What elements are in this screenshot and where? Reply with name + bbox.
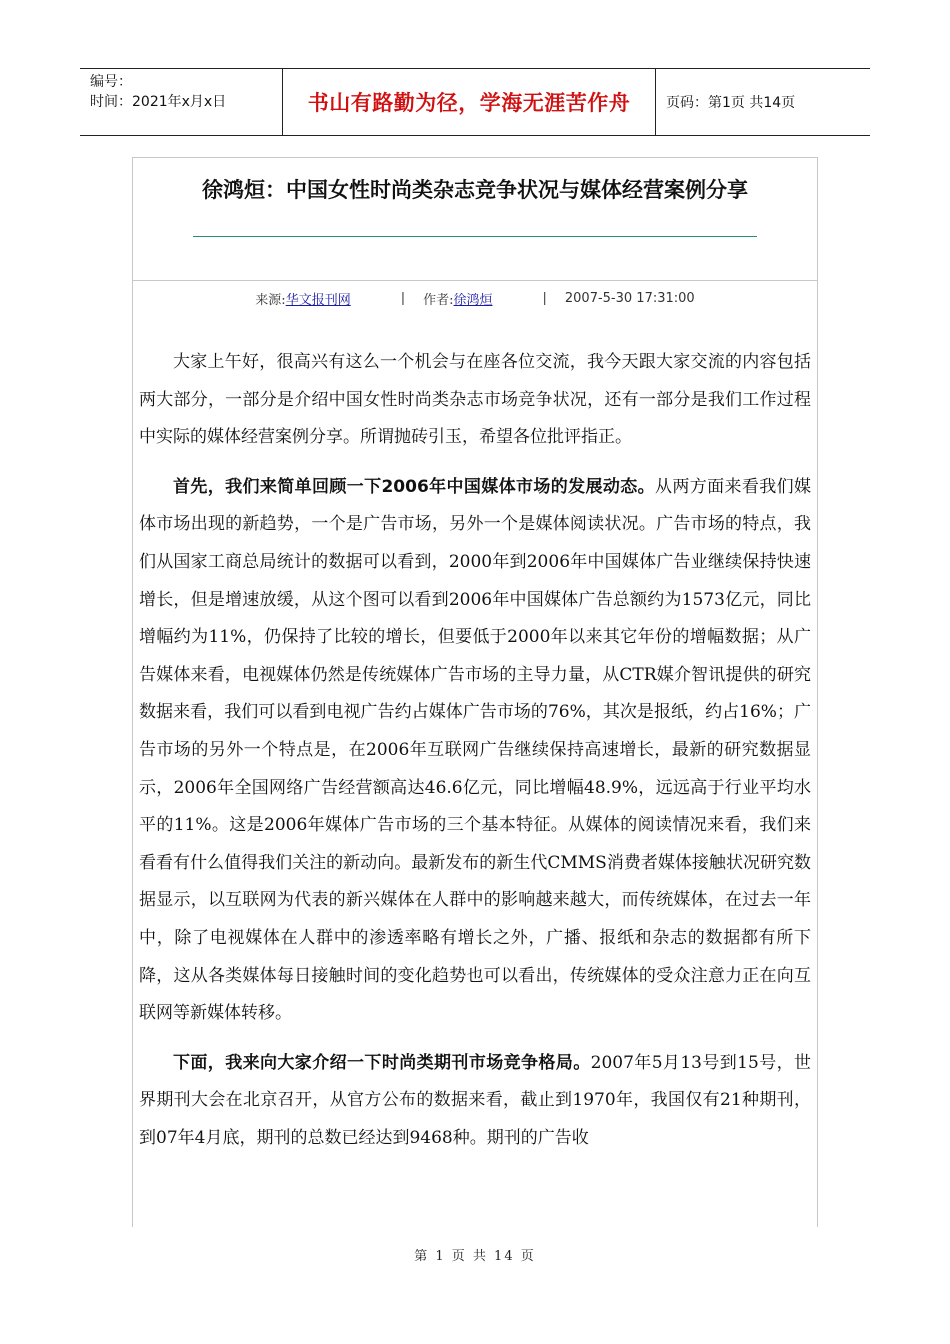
page-footer xyxy=(0,1245,950,1264)
article-title: 徐鸿烜：中国女性时尚类杂志竞争状况与媒体经营案例分享 xyxy=(202,178,748,202)
meta-separator: | xyxy=(400,290,406,306)
article-frame xyxy=(132,157,818,1227)
article-body xyxy=(139,344,811,1157)
paragraph-lead: 首先，我们来简单回顾一下2006年中国媒体市场的发展动态。 xyxy=(173,476,656,497)
date-label: 时间：2021年x月x日 xyxy=(90,94,227,110)
meta-separator: | xyxy=(542,290,547,306)
article-paragraph xyxy=(139,469,811,1033)
motto-text: 书山有路勤为径，学海无涯苦作舟 xyxy=(307,91,631,115)
title-divider xyxy=(193,236,757,237)
footer-page-number: 第 1 页 共 14 页 xyxy=(414,1249,536,1264)
publish-datetime: 2007-5-30 17:31:00 xyxy=(564,290,695,306)
paragraph-lead: 下面，我来向大家介绍一下时尚类期刊市场竞争格局。 xyxy=(173,1052,591,1073)
number-label: 编号： xyxy=(90,74,132,90)
page-info: 页码：第1页 共14页 xyxy=(666,95,796,111)
title-area xyxy=(133,158,817,281)
header-motto-cell xyxy=(282,69,656,135)
header-info-cell xyxy=(80,69,282,135)
source-label: 来源: xyxy=(255,292,286,308)
source-link[interactable]: 华文报刊网 xyxy=(285,292,351,308)
author-label: 作者: xyxy=(423,292,454,308)
article-paragraph xyxy=(139,1045,811,1158)
article-paragraph xyxy=(139,344,811,457)
header-page-cell xyxy=(656,69,870,135)
article-meta xyxy=(133,283,817,313)
author-link[interactable]: 徐鸿烜 xyxy=(453,292,493,308)
paragraph-text: 大家上午好，很高兴有这么一个机会与在座各位交流，我今天跟大家交流的内容包括两大部分，一部分是介绍中国女性时尚类杂志市场竞争状况，还有一部分是我们工作过程中实际的媒体经营案例分享。所谓抛砖引玉，希望各位批评指正。 xyxy=(139,352,811,448)
paragraph-text: 2007年5月13号到15号，世界期刊大会在北京召开，从官方公布的数据来看，截止到1970年，我国仅有21种期刊，到07年4月底，期刊的总数已经达到9468种。期刊的广告收 xyxy=(139,1052,812,1148)
paragraph-text: 从两方面来看我们媒体市场出现的新趋势，一个是广告市场，另外一个是媒体阅读状况。广告市场的特点，我们从国家工商总局统计的数据可以看到，2000年到2006年中国媒体广告业继续保持快速增长，但是增速放缓，从这个图可以看到2006年中国媒体广告总额约为1573亿元，同比增幅约为11%，仍保持了比较的增长，但要低于2000年以来其它年份的增幅数据；从广告媒体来看，电视媒体仍然是传统媒体广告市场的主导力量，从CTR媒介智讯提供的研究数据来看，我们可以看到电视广告约占媒体广告市场的76%，其次是报纸，约占16%；广告市场的另外一个特点是，在2006年互联网广告继续保持高速增长，最新的研究数据显示，2006年全国网络广告经营额高达46.6亿元，同比增幅48.9%，远远高于行业平均水平的11%。这是2006年媒体广告市场的三个基本特征。从媒体的阅读情况来看，我们来看看有什么值得我们关注的新动向。最新发布的新生代CMMS消费者媒体接触状况研究数据显示，以互联网为代表的新兴媒体在人群中的影响越来越大，而传统媒体，在过去一年中，除了电视媒体在人群中的渗透率略有增长之外，广播、报纸和杂志的数据都有所下降，这从各类媒体每日接触时间的变化趋势也可以看出，传统媒体的受众注意力正在向互联网等新媒体转移。 xyxy=(139,476,811,1024)
document-header-table xyxy=(80,68,870,136)
